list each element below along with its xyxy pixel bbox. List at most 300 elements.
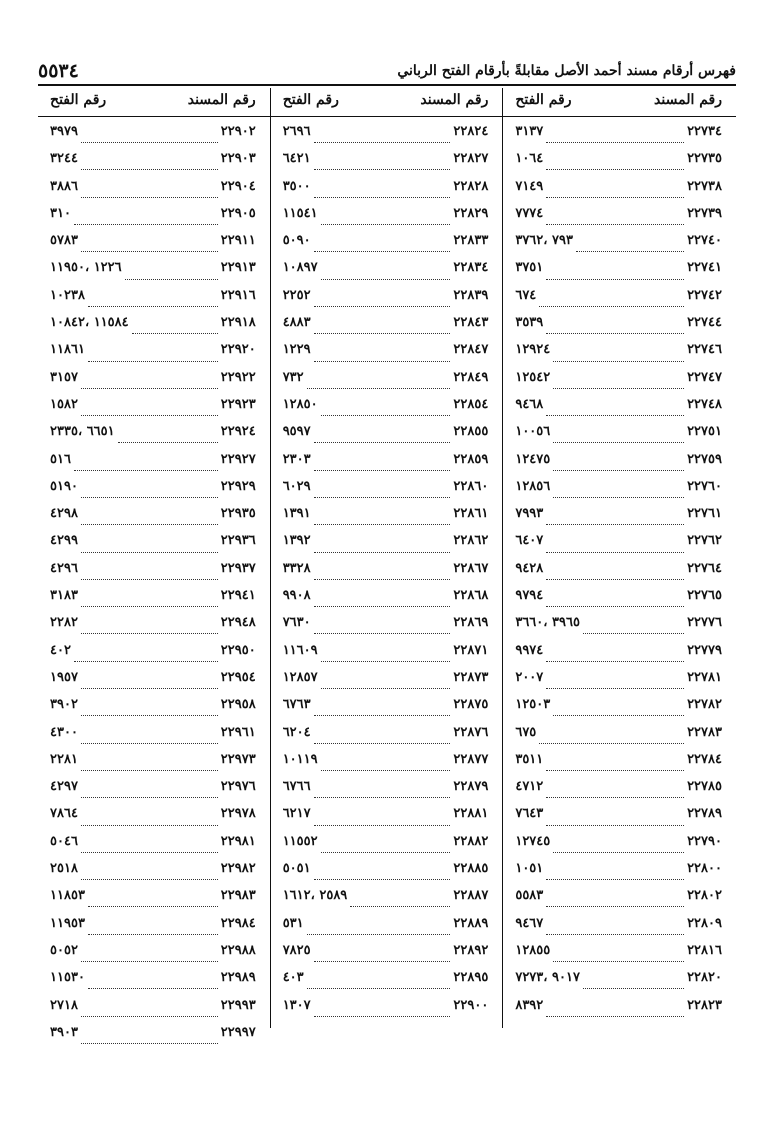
- dot-leader: [307, 978, 451, 989]
- index-row: [50, 943, 256, 970]
- musnad-number: ٢٢٨٧٥: [453, 697, 489, 713]
- musnad-number: ٢٢٨٦٨: [453, 588, 489, 604]
- index-row: [283, 861, 489, 888]
- musnad-number: ٢٢٨٩٢: [453, 942, 489, 958]
- running-title: فهرس أرقام مسند أحمد الأصل مقابلةً بأرقام الفتح الرباني: [397, 63, 736, 79]
- index-row: [515, 288, 722, 315]
- index-rows: [515, 124, 722, 1025]
- musnad-number: ٢٢٨٣٤: [453, 260, 489, 276]
- index-row: [515, 179, 722, 206]
- musnad-number: ٢٢٩٧٣: [220, 751, 256, 767]
- index-row: [515, 342, 722, 369]
- index-row: [515, 315, 722, 342]
- index-row: [515, 533, 722, 560]
- index-row: [283, 479, 489, 506]
- fath-number: ٧٩٩٣: [515, 506, 544, 522]
- fath-number: ٢٠٠٧: [515, 669, 544, 685]
- musnad-number: ٢٢٧٤١: [687, 260, 722, 276]
- fath-number: ٧٦٤٣: [515, 806, 544, 822]
- index-table: [38, 88, 736, 1040]
- fath-number: ١٢٤٧٥: [515, 451, 551, 467]
- musnad-number: ٢٢٨٠٠: [687, 861, 722, 877]
- musnad-number: ٢٢٩٨٨: [220, 942, 256, 958]
- index-row: [50, 643, 256, 670]
- musnad-number: ٢٢٧٦٥: [687, 588, 722, 604]
- index-row: [50, 124, 256, 151]
- musnad-number: ٢٢٨٣٩: [453, 287, 489, 303]
- dot-leader: [546, 924, 684, 935]
- fath-number: ٥٠٥١: [282, 861, 311, 877]
- dot-leader: [314, 323, 451, 334]
- musnad-number: ٢٢٨٤٧: [453, 342, 489, 358]
- index-row: [283, 888, 489, 915]
- musnad-number: ٢٢٩٥٠: [220, 642, 256, 658]
- fath-number: ١١٨٥٣: [50, 888, 85, 904]
- dot-leader: [88, 978, 218, 989]
- fath-number: ٦٢٠٤: [282, 724, 311, 740]
- index-row: [50, 506, 256, 533]
- fath-number: ٣٥٠٠: [282, 178, 311, 194]
- fath-number: ١٠١١٩: [282, 751, 318, 767]
- fath-number: ١٩٥٧: [50, 669, 78, 685]
- index-row: [283, 561, 489, 588]
- dot-leader: [81, 1006, 218, 1017]
- dot-leader: [314, 241, 451, 252]
- musnad-number: ٢٢٩٩٧: [220, 1024, 256, 1040]
- fath-number: ٧٦٣٠: [282, 615, 311, 631]
- index-row: [515, 479, 722, 506]
- dot-leader: [546, 159, 684, 170]
- index-row: [50, 615, 256, 642]
- fath-number: ٦٧٦٦: [282, 779, 311, 795]
- index-row: [50, 370, 256, 397]
- fath-number: ٥٥٨٣: [515, 888, 544, 904]
- musnad-number: ٢٢٧٦٢: [687, 533, 722, 549]
- fath-number: ٥٠٤٦: [50, 833, 78, 849]
- dot-leader: [81, 760, 218, 771]
- fath-number: ٥٠٥٢: [50, 942, 78, 958]
- musnad-number: ٢٢٩٠٤: [220, 178, 256, 194]
- fath-number: ١٣٩١: [282, 506, 311, 522]
- index-row: [515, 588, 722, 615]
- index-row: [515, 998, 722, 1025]
- musnad-number: ٢٢٧٩٠: [687, 833, 722, 849]
- dot-leader: [553, 705, 684, 716]
- musnad-number: ٢٢٨٢٨: [453, 178, 489, 194]
- musnad-number: ٢٢٩٨٢: [220, 861, 256, 877]
- index-row: [515, 834, 722, 861]
- fath-number: ٧٨٦٤: [50, 806, 78, 822]
- fath-number: ٣٣٢٨: [282, 560, 311, 576]
- musnad-number: ٢٢٩٠٠: [453, 997, 489, 1013]
- column-header: [283, 88, 489, 112]
- musnad-number: ٢٢٨٨٩: [453, 915, 489, 931]
- fath-number: ٣٩٠٣: [50, 1024, 78, 1040]
- fath-number: ٤٨٨٣: [282, 315, 311, 331]
- fath-number: ٣٨٨٦: [50, 178, 78, 194]
- fath-number: ٢٦٩٦: [282, 124, 311, 139]
- index-row: [515, 806, 722, 833]
- musnad-number: ٢٢٧٣٩: [687, 205, 722, 221]
- musnad-number: ٢٢٨٤٩: [453, 369, 489, 385]
- fath-number: ٢٢٨٢: [50, 615, 78, 631]
- index-column-3: [38, 88, 271, 1040]
- dot-leader: [350, 896, 450, 907]
- dot-leader: [88, 296, 218, 307]
- musnad-number: ٢٢٩٨٤: [220, 915, 256, 931]
- fath-number: ٢٣٠٣: [282, 451, 311, 467]
- musnad-number: ٢٢٨٦٧: [453, 560, 489, 576]
- musnad-number: ٢٢٩٤١: [220, 588, 256, 604]
- dot-leader: [81, 1033, 218, 1044]
- dot-leader: [81, 132, 218, 143]
- index-rows: [283, 124, 489, 1025]
- index-row: [283, 752, 489, 779]
- fath-number: ٩٩٠٨: [282, 588, 311, 604]
- dot-leader: [81, 514, 218, 525]
- dot-leader: [88, 896, 218, 907]
- musnad-number: ٢٢٨٨٢: [453, 833, 489, 849]
- header-rule: [503, 116, 736, 117]
- index-row: [50, 151, 256, 178]
- index-row: [50, 342, 256, 369]
- index-row: [515, 397, 722, 424]
- index-rows: [50, 124, 256, 1052]
- musnad-number: ٢٢٩٩٣: [220, 997, 256, 1013]
- fath-number: ١١٦٠٩: [282, 642, 318, 658]
- dot-leader: [553, 351, 684, 362]
- dot-leader: [553, 378, 684, 389]
- musnad-number: ٢٢٩١١: [220, 233, 256, 249]
- fath-number: ٦٤٠٧: [515, 533, 544, 549]
- fath-number: ١٠٨٩٧: [282, 260, 318, 276]
- dot-leader: [553, 487, 684, 498]
- fath-number: ٢٢٥٢: [282, 287, 311, 303]
- musnad-number: ٢٢٩١٣: [220, 260, 256, 276]
- dot-leader: [546, 815, 684, 826]
- musnad-number: ٢٢٨٥٤: [453, 396, 489, 412]
- dot-leader: [307, 924, 451, 935]
- index-row: [283, 725, 489, 752]
- musnad-number: ٢٢٧٤٧: [687, 369, 722, 385]
- fath-number: ٣٥٣٩: [515, 315, 544, 331]
- dot-leader: [81, 869, 218, 880]
- musnad-number: ٢٢٧٨٤: [687, 751, 722, 767]
- index-row: [283, 916, 489, 943]
- fath-number: ١٢٥٠٣: [515, 697, 551, 713]
- index-row: [515, 697, 722, 724]
- index-row: [283, 124, 489, 151]
- fath-number: ٣١٥٧: [50, 369, 78, 385]
- musnad-number: ٢٢٨٢٤: [453, 124, 489, 139]
- index-row: [283, 260, 489, 287]
- dot-leader: [583, 978, 684, 989]
- dot-leader: [314, 951, 451, 962]
- musnad-number: ٢٢٧٣٨: [687, 178, 722, 194]
- musnad-number: ٢٢٧٧٩: [687, 642, 722, 658]
- fath-number: ٣١٣٧: [515, 124, 544, 139]
- fath-number: ١١٥٨٤ ،١٠٨٤٢: [50, 315, 129, 331]
- fath-number: ٤٢٩٩: [50, 533, 78, 549]
- fath-number: ٣٢٤٤: [50, 151, 78, 167]
- musnad-number: ٢٢٨١٦: [687, 942, 722, 958]
- column-header-fath: رقم الفتح: [515, 92, 572, 108]
- index-row: [515, 752, 722, 779]
- dot-leader: [576, 241, 684, 252]
- fath-number: ٧٧٧٤: [515, 205, 544, 221]
- index-row: [515, 452, 722, 479]
- dot-leader: [88, 351, 218, 362]
- dot-leader: [314, 432, 451, 443]
- fath-number: ٧٨٢٥: [282, 942, 311, 958]
- fath-number: ١١٥٥٢: [282, 833, 318, 849]
- index-row: [50, 697, 256, 724]
- dot-leader: [314, 542, 451, 553]
- fath-number: ١١٥٤١: [282, 205, 318, 221]
- dot-leader: [81, 623, 218, 634]
- dot-leader: [546, 214, 684, 225]
- musnad-number: ٢٢٩٢٠: [220, 342, 256, 358]
- index-row: [515, 970, 722, 997]
- musnad-number: ٢٢٩٦١: [220, 724, 256, 740]
- musnad-number: ٢٢٧٨٩: [687, 806, 722, 822]
- dot-leader: [321, 651, 451, 662]
- fath-number: ١٢٨٥٠: [282, 396, 318, 412]
- column-header-musnad: رقم المسند: [654, 92, 722, 108]
- page-number: ٥٥٣٤: [38, 60, 79, 82]
- dot-leader: [314, 487, 451, 498]
- musnad-number: ٢٢٨٧٣: [453, 669, 489, 685]
- dot-leader: [314, 187, 451, 198]
- fath-number: ٦٢١٧: [282, 806, 311, 822]
- musnad-number: ٢٢٧٥١: [687, 424, 722, 440]
- musnad-number: ٢٢٨٦٠: [453, 478, 489, 494]
- dot-leader: [321, 760, 451, 771]
- musnad-number: ٢٢٧٦٤: [687, 560, 722, 576]
- index-row: [283, 424, 489, 451]
- musnad-number: ٢٢٩٨٣: [220, 888, 256, 904]
- fath-number: ١٢٢٦ ،١١٩٥٠: [50, 260, 122, 276]
- index-row: [50, 233, 256, 260]
- index-row: [515, 888, 722, 915]
- musnad-number: ٢٢٨٦٢: [453, 533, 489, 549]
- dot-leader: [81, 159, 218, 170]
- dot-leader: [321, 269, 451, 280]
- musnad-number: ٢٢٧٤٢: [687, 287, 722, 303]
- index-row: [515, 233, 722, 260]
- fath-number: ٨٣٩٢: [515, 997, 544, 1013]
- musnad-number: ٢٢٩٨١: [220, 833, 256, 849]
- musnad-number: ٢٢٩٢٢: [220, 369, 256, 385]
- index-row: [515, 561, 722, 588]
- fath-number: ٥٠٩٠: [282, 233, 311, 249]
- dot-leader: [81, 705, 218, 716]
- index-row: [50, 888, 256, 915]
- dot-leader: [81, 842, 218, 853]
- dot-leader: [546, 405, 684, 416]
- dot-leader: [314, 296, 451, 307]
- musnad-number: ٢٢٨٤٣: [453, 315, 489, 331]
- index-row: [283, 370, 489, 397]
- dot-leader: [553, 460, 684, 471]
- dot-leader: [132, 323, 218, 334]
- index-row: [515, 424, 722, 451]
- index-row: [515, 779, 722, 806]
- dot-leader: [553, 842, 684, 853]
- musnad-number: ٢٢٩٢٣: [220, 396, 256, 412]
- index-row: [515, 643, 722, 670]
- dot-leader: [314, 1006, 451, 1017]
- musnad-number: ٢٢٨٣٣: [453, 233, 489, 249]
- fath-number: ٣٥١١: [515, 751, 544, 767]
- fath-number: ١٢٧٤٥: [515, 833, 551, 849]
- index-row: [515, 506, 722, 533]
- fath-number: ١٣٩٢: [282, 533, 311, 549]
- musnad-number: ٢٢٩٥٤: [220, 669, 256, 685]
- header-rule: [271, 116, 503, 117]
- fath-number: ٩٤٦٨: [515, 396, 544, 412]
- fath-number: ١٣٠٧: [282, 997, 311, 1013]
- dot-leader: [125, 269, 218, 280]
- musnad-number: ٢٢٨٢٠: [687, 970, 722, 986]
- dot-leader: [314, 132, 451, 143]
- musnad-number: ٢٢٧٨١: [687, 669, 722, 685]
- index-row: [515, 615, 722, 642]
- index-row: [283, 670, 489, 697]
- musnad-number: ٢٢٧٤٦: [687, 342, 722, 358]
- musnad-number: ٢٢٧٦٠: [687, 478, 722, 494]
- index-column-1: [503, 88, 736, 1028]
- dot-leader: [546, 896, 684, 907]
- dot-leader: [314, 815, 451, 826]
- musnad-number: ٢٢٩٠٥: [220, 205, 256, 221]
- dot-leader: [314, 787, 451, 798]
- index-row: [50, 288, 256, 315]
- index-row: [50, 779, 256, 806]
- musnad-number: ٢٢٧٣٤: [687, 124, 722, 139]
- index-row: [515, 916, 722, 943]
- index-row: [283, 342, 489, 369]
- fath-number: ١١٥٣٠: [50, 970, 85, 986]
- index-row: [515, 861, 722, 888]
- musnad-number: ٢٢٧٤٤: [687, 315, 722, 331]
- dot-leader: [81, 951, 218, 962]
- index-row: [515, 124, 722, 151]
- dot-leader: [81, 678, 218, 689]
- dot-leader: [583, 623, 684, 634]
- musnad-number: ٢٢٩٣٥: [220, 506, 256, 522]
- column-header-fath: رقم الفتح: [50, 92, 107, 108]
- index-row: [50, 424, 256, 451]
- index-row: [515, 151, 722, 178]
- dot-leader: [81, 542, 218, 553]
- fath-number: ١٢٨٥٦: [515, 478, 551, 494]
- index-row: [283, 179, 489, 206]
- index-row: [515, 260, 722, 287]
- musnad-number: ٢٢٩٤٨: [220, 615, 256, 631]
- dot-leader: [321, 214, 451, 225]
- musnad-number: ٢٢٨٥٥: [453, 424, 489, 440]
- dot-leader: [546, 187, 684, 198]
- dot-leader: [314, 596, 451, 607]
- index-row: [515, 725, 722, 752]
- fath-number: ١٠٠٥٦: [515, 424, 551, 440]
- dot-leader: [546, 678, 684, 689]
- dot-leader: [74, 214, 218, 225]
- index-row: [50, 452, 256, 479]
- fath-number: ١٠٢٣٨: [50, 287, 85, 303]
- fath-number: ١٥٨٢: [50, 396, 78, 412]
- fath-number: ١٢٩٢٤: [515, 342, 551, 358]
- dot-leader: [74, 460, 218, 471]
- fath-number: ٣٩٦٥ ،٣٦٦٠: [515, 615, 580, 631]
- musnad-number: ٢٢٩٧٨: [220, 806, 256, 822]
- musnad-number: ٢٢٨٦١: [453, 506, 489, 522]
- fath-number: ٢٥٨٩ ،١٦١٢: [282, 888, 348, 904]
- fath-number: ٣٩٧٩: [50, 124, 78, 139]
- index-row: [50, 752, 256, 779]
- index-row: [50, 834, 256, 861]
- fath-number: ٦٤٢١: [282, 151, 311, 167]
- fath-number: ١٢٨٥٧: [282, 669, 318, 685]
- musnad-number: ٢٢٨٨٧: [453, 888, 489, 904]
- dot-leader: [74, 651, 218, 662]
- musnad-number: ٢٢٨٢٧: [453, 151, 489, 167]
- index-row: [283, 615, 489, 642]
- dot-leader: [314, 159, 451, 170]
- index-row: [283, 697, 489, 724]
- header-rule: [38, 116, 270, 117]
- index-row: [50, 861, 256, 888]
- musnad-number: ٢٢٧٨٣: [687, 724, 722, 740]
- index-row: [50, 970, 256, 997]
- dot-leader: [546, 132, 684, 143]
- fath-number: ٩٤٢٨: [515, 560, 544, 576]
- fath-number: ٥١٩٠: [50, 478, 78, 494]
- index-row: [50, 179, 256, 206]
- column-header-musnad: رقم المسند: [187, 92, 256, 108]
- dot-leader: [553, 951, 684, 962]
- fath-number: ٩٤٦٧: [515, 915, 544, 931]
- index-row: [283, 533, 489, 560]
- index-row: [283, 397, 489, 424]
- dot-leader: [314, 869, 451, 880]
- index-row: [283, 834, 489, 861]
- index-row: [283, 452, 489, 479]
- index-row: [50, 397, 256, 424]
- index-row: [283, 806, 489, 833]
- fath-number: ٢٧١٨: [50, 997, 78, 1013]
- dot-leader: [539, 733, 684, 744]
- musnad-number: ٢٢٩١٦: [220, 287, 256, 303]
- dot-leader: [546, 542, 684, 553]
- column-header-musnad: رقم المسند: [420, 92, 489, 108]
- index-row: [283, 779, 489, 806]
- fath-number: ١٢٥٤٢: [515, 369, 551, 385]
- dot-leader: [81, 733, 218, 744]
- fath-number: ٤٢٩٨: [50, 506, 78, 522]
- musnad-number: ٢٢٧٤٨: [687, 396, 722, 412]
- fath-number: ٦٧٥: [515, 724, 537, 740]
- running-head: [38, 58, 736, 86]
- musnad-number: ٢٢٩٨٩: [220, 970, 256, 986]
- dot-leader: [81, 187, 218, 198]
- musnad-number: ٢٢٩٢٧: [220, 451, 256, 467]
- fath-number: ٩٥٩٧: [282, 424, 311, 440]
- fath-number: ٣١٠: [50, 205, 71, 221]
- musnad-number: ٢٢٩٣٦: [220, 533, 256, 549]
- dot-leader: [546, 569, 684, 580]
